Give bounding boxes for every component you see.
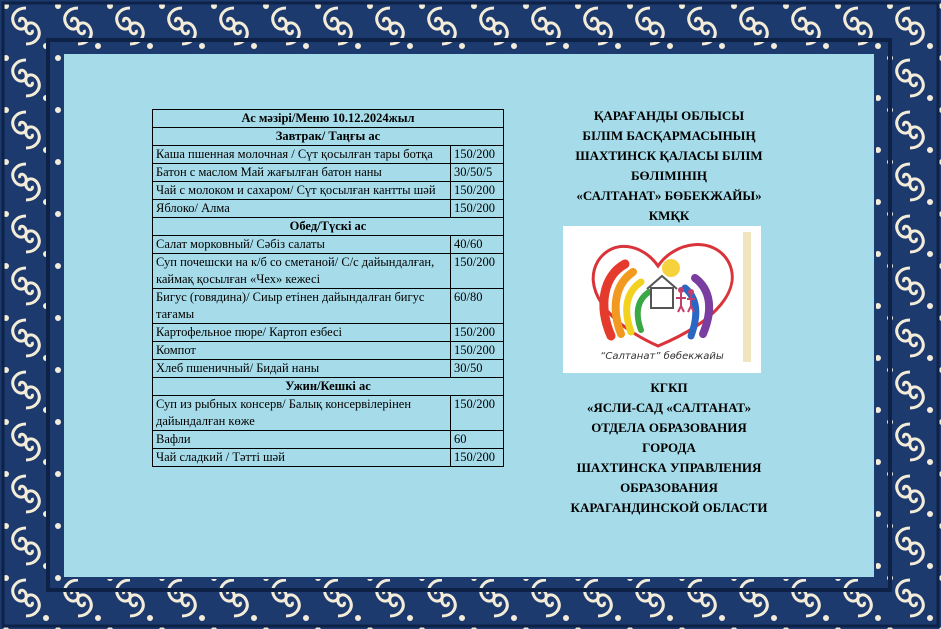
portion-size: 150/200 [451, 396, 504, 431]
header-line: ШАХТИНСКА УПРАВЛЕНИЯ [576, 460, 762, 475]
dish-name: Хлеб пшеничный/ Бидай наны [153, 360, 451, 378]
meal-heading: Ужин/Кешкі ас [153, 378, 504, 396]
dish-name: Компот [153, 342, 451, 360]
header-line: КАРАГАНДИНСКОЙ ОБЛАСТИ [570, 500, 768, 515]
dish-name: Вафли [153, 431, 451, 449]
portion-size: 150/200 [451, 254, 504, 289]
header-line: «ЯСЛИ-САД «САЛТАНАТ» [586, 400, 752, 415]
portion-size: 150/200 [451, 146, 504, 164]
portion-size: 60/80 [451, 289, 504, 324]
portion-size: 150/200 [451, 324, 504, 342]
dish-name: Яблоко/ Алма [153, 200, 451, 218]
header-line: КМҚК [648, 208, 690, 223]
portion-size: 30/50/5 [451, 164, 504, 182]
portion-size: 30/50 [451, 360, 504, 378]
kazakh-header [556, 106, 782, 226]
meal-heading-row [153, 218, 504, 236]
menu-item-row [153, 449, 504, 467]
logo-caption: “Салтанат” бөбекжайы [600, 351, 724, 362]
menu-item-row [153, 324, 504, 342]
menu-item-row [153, 200, 504, 218]
menu-item-row [153, 342, 504, 360]
dish-name: Суп почешски на к/б со сметаной/ С/с дайындалған, каймақ қосылған «Чех» кежесі [153, 254, 451, 289]
dish-name: Чай сладкий / Тәтті шәй [153, 449, 451, 467]
menu-item-row [153, 254, 504, 289]
russian-header [556, 378, 782, 518]
menu-item-row [153, 360, 504, 378]
header-line: ҚАРАҒАНДЫ ОБЛЫСЫ [593, 108, 745, 123]
kindergarten-logo [563, 226, 761, 373]
dish-name: Суп из рыбных консерв/ Балық консервілерінен дайындалған көже [153, 396, 451, 431]
dish-name: Батон с маслом Май жағылған батон наны [153, 164, 451, 182]
header-line: БІЛІМ БАСҚАРМАСЫНЫҢ [582, 128, 756, 143]
header-line: «САЛТАНАТ» БӨБЕКЖАЙЫ» [576, 188, 762, 203]
portion-size: 60 [451, 431, 504, 449]
dish-name: Салат морковный/ Сәбіз салаты [153, 236, 451, 254]
menu-table [152, 109, 504, 467]
dish-name: Картофельное пюре/ Картоп езбесі [153, 324, 451, 342]
portion-size: 150/200 [451, 200, 504, 218]
menu-title-row [153, 110, 504, 128]
header-line: ОТДЕЛА ОБРАЗОВАНИЯ [591, 420, 747, 435]
menu-item-row [153, 164, 504, 182]
dish-name: Бигус (говядина)/ Сиыр етінен дайындалған бигус тағамы [153, 289, 451, 324]
portion-size: 150/200 [451, 182, 504, 200]
menu-item-row [153, 182, 504, 200]
menu-item-row [153, 289, 504, 324]
header-line: ШАХТИНСК ҚАЛАСЫ БІЛІМ [575, 148, 763, 163]
meal-heading-row [153, 378, 504, 396]
header-line: ОБРАЗОВАНИЯ [620, 480, 718, 495]
menu-item-row [153, 396, 504, 431]
dish-name: Чай с молоком и сахаром/ Сүт қосылған кантты шәй [153, 182, 451, 200]
header-line: ГОРОДА [642, 440, 696, 455]
portion-size: 40/60 [451, 236, 504, 254]
menu-item-row [153, 236, 504, 254]
meal-heading: Завтрак/ Таңғы ас [153, 128, 504, 146]
menu-item-row [153, 146, 504, 164]
dish-name: Каша пшенная молочная / Сүт қосылған тары ботқа [153, 146, 451, 164]
meal-heading: Обед/Түскі ас [153, 218, 504, 236]
header-line: БӨЛІМІНІҢ [630, 168, 708, 183]
portion-size: 150/200 [451, 449, 504, 467]
portion-size: 150/200 [451, 342, 504, 360]
menu-title: Ас мәзірі/Меню 10.12.2024жыл [153, 110, 504, 128]
menu-item-row [153, 431, 504, 449]
meal-heading-row [153, 128, 504, 146]
header-line: КГКП [650, 380, 688, 395]
